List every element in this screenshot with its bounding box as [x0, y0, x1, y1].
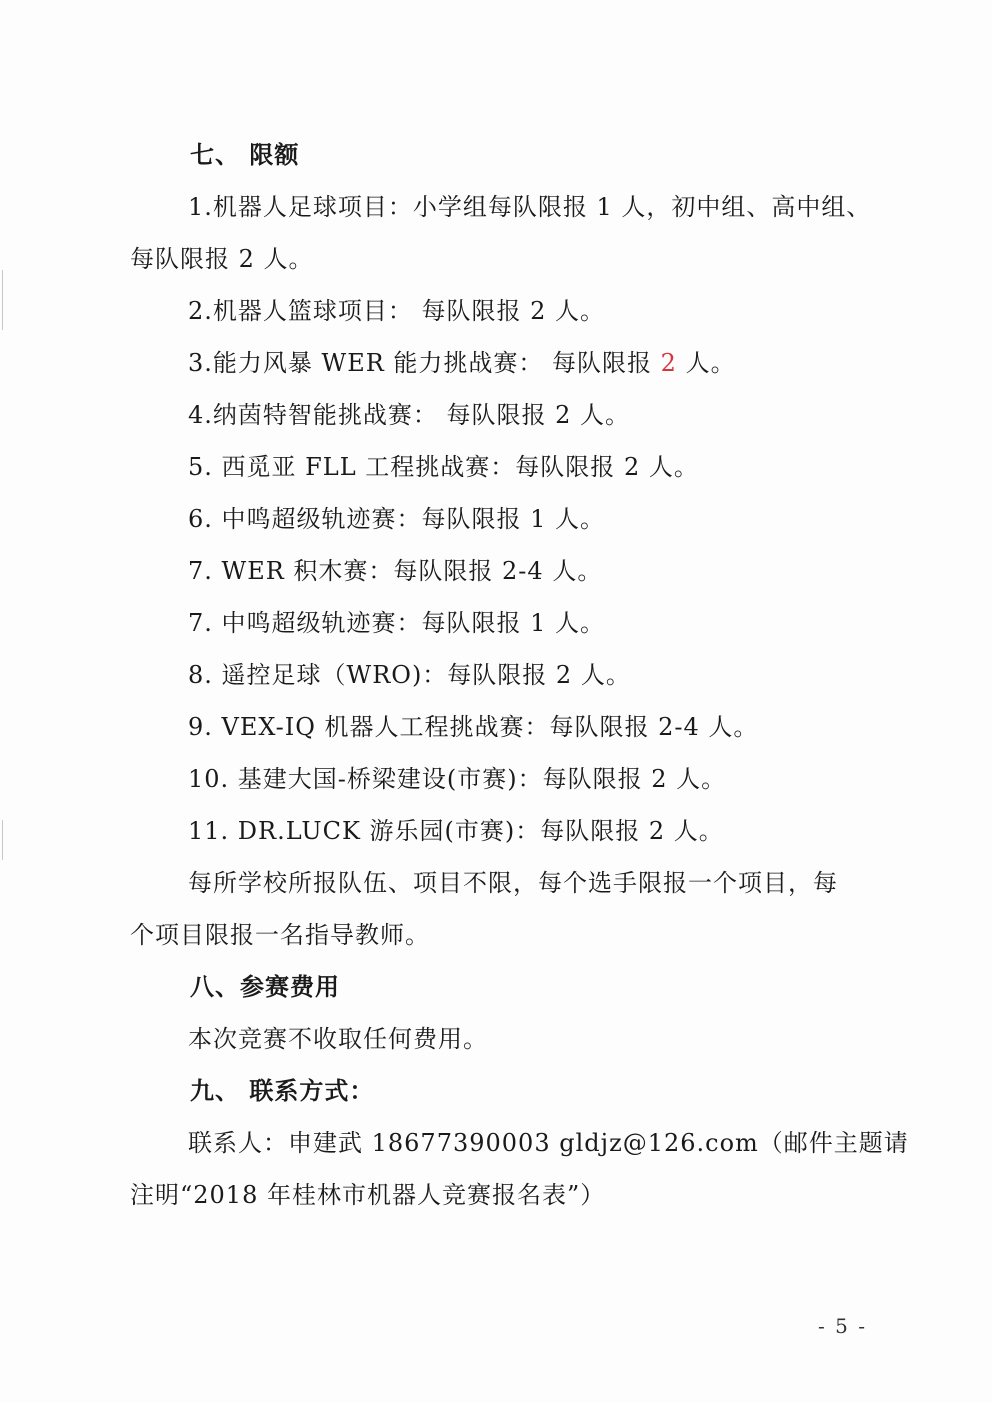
scan-edge-mark [2, 270, 3, 330]
contact-line-2: 注明“2018 年桂林市机器人竞赛报名表”） [130, 1181, 606, 1209]
page-number: - 5 - [818, 1314, 867, 1338]
quota-note-line-1: 每所学校所报队伍、项目不限，每个选手限报一个项目，每 [188, 869, 838, 897]
section-9-heading: 九、 联系方式： [190, 1077, 375, 1105]
quota-item-6: 6. 中鸣超级轨迹赛：每队限报 1 人。 [188, 505, 606, 533]
fee-statement: 本次竞赛不收取任何费用。 [188, 1025, 488, 1053]
quota-item-11: 11. DR.LUCK 游乐园(市赛)：每队限报 2 人。 [188, 817, 724, 845]
quota-item-8: 8. 遥控足球（WRO)：每队限报 2 人。 [188, 661, 631, 689]
quota-item-3-number: 2 [660, 349, 677, 377]
quota-item-9: 9. VEX-IQ 机器人工程挑战赛：每队限报 2-4 人。 [188, 713, 759, 741]
quota-item-1-line-2: 每队限报 2 人。 [130, 245, 314, 273]
quota-item-3 [188, 348, 736, 378]
scan-edge-mark [2, 820, 3, 860]
quota-item-2: 2.机器人篮球项目： 每队限报 2 人。 [188, 297, 606, 325]
quota-item-5: 5. 西觅亚 FLL 工程挑战赛：每队限报 2 人。 [188, 453, 699, 481]
quota-item-3-text: 3.能力风暴 WER 能力挑战赛： 每队限报 [188, 349, 661, 377]
section-7-heading: 七、 限额 [190, 141, 300, 169]
quota-item-7b: 7. 中鸣超级轨迹赛：每队限报 1 人。 [188, 609, 606, 637]
quota-note-line-2: 个项目限报一名指导教师。 [130, 921, 430, 949]
quota-item-4: 4.纳茵特智能挑战赛： 每队限报 2 人。 [188, 401, 631, 429]
quota-item-7a: 7. WER 积木赛：每队限报 2-4 人。 [188, 557, 603, 585]
contact-line-1: 联系人：申建武 18677390003 gldjz@126.com（邮件主题请 [188, 1129, 909, 1157]
quota-item-1-line-1: 1.机器人足球项目：小学组每队限报 1 人，初中组、高中组、 [188, 193, 872, 221]
section-8-heading: 八、参赛费用 [190, 973, 340, 1001]
quota-item-10: 10. 基建大国-桥梁建设(市赛)：每队限报 2 人。 [188, 765, 727, 793]
quota-item-3-suffix: 人。 [676, 349, 736, 377]
